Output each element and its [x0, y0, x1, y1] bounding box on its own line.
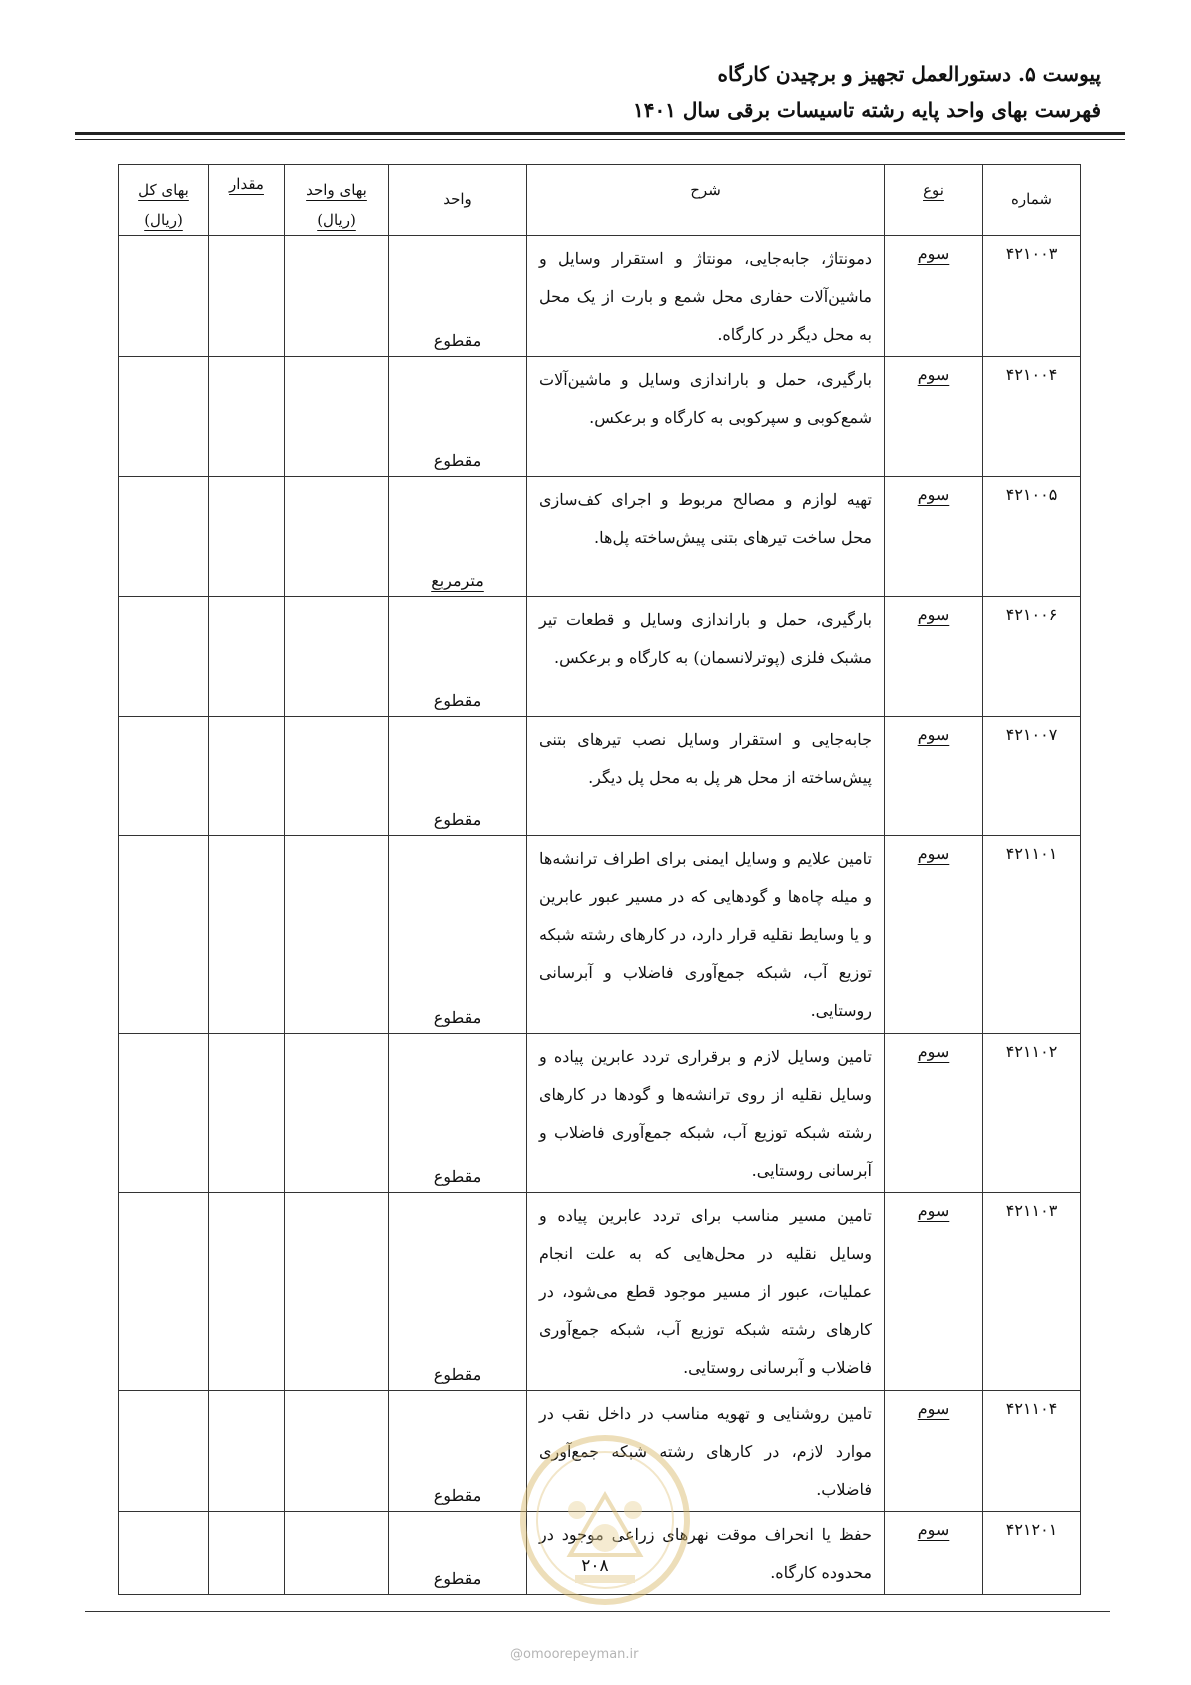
footer-rule: [85, 1611, 1110, 1612]
row-quantity: [209, 717, 285, 836]
watermark-stamp-icon: [515, 1400, 695, 1640]
row-total-price: [119, 836, 209, 1034]
row-unit-price: [285, 1193, 389, 1391]
row-number: ۴۲۱۱۰۱: [983, 836, 1081, 1034]
row-number: ۴۲۱۰۰۳: [983, 236, 1081, 357]
row-unit-price: [285, 597, 389, 717]
row-description: تامین مسیر مناسب برای تردد عابرین پیاده و وسایل نقلیه در محل‌هایی که به علت انجام عملیات، عبور از مسیر موجود قطع می‌شود، در کارهای رشته شبکه توزیع آب، شبکه جمع‌آوری فاضلاب و آبرسانی روستایی.: [527, 1193, 885, 1391]
row-total-price: [119, 357, 209, 477]
row-unit-price: [285, 357, 389, 477]
row-total-price: [119, 717, 209, 836]
header-total-price: بهای کل (ریال): [119, 165, 209, 236]
row-unit-price: [285, 717, 389, 836]
row-total-price: [119, 477, 209, 597]
website-watermark: @omoorepeyman.ir: [510, 1647, 639, 1662]
row-quantity: [209, 1391, 285, 1512]
row-description: تهیه لوازم و مصالح مربوط و اجرای کف‌سازی محل ساخت تیرهای بتنی پیش‌ساخته پل‌ها.: [527, 477, 885, 597]
row-type: سوم: [885, 477, 983, 597]
row-number: ۴۲۱۱۰۲: [983, 1034, 1081, 1193]
row-quantity: [209, 1512, 285, 1595]
row-quantity: [209, 597, 285, 717]
row-unit: مقطوع: [389, 836, 527, 1034]
table-row: [119, 717, 1081, 836]
row-unit-price: [285, 477, 389, 597]
row-unit: مقطوع: [389, 1512, 527, 1595]
table-row: [119, 236, 1081, 357]
header-rule-thick: [75, 132, 1125, 135]
header-number: شماره: [983, 165, 1081, 236]
row-total-price: [119, 1034, 209, 1193]
row-description: تامین وسایل لازم و برقراری تردد عابرین پیاده و وسایل نقلیه از روی ترانشه‌ها و گودها در کارهای رشته شبکه توزیع آب، شبکه جمع‌آوری فاضلاب و آبرسانی روستایی.: [527, 1034, 885, 1193]
table-row: [119, 357, 1081, 477]
row-type: سوم: [885, 597, 983, 717]
row-unit-price: [285, 1034, 389, 1193]
row-unit-price: [285, 1512, 389, 1595]
document-title: پیوست ۵. دستورالعمل تجهیز و برچیدن کارگاه: [717, 62, 1101, 86]
row-description: حفظ یا انحراف موقت نهرهای زراعی موجود در محدوده کارگاه.: [527, 1512, 885, 1595]
row-unit: مقطوع: [389, 357, 527, 477]
row-description: بارگیری، حمل و باراندازی وسایل و قطعات تیر مشبک فلزی (پوترلانسمان) به کارگاه و برعکس.: [527, 597, 885, 717]
row-description: تامین علایم و وسایل ایمنی برای اطراف ترانشه‌ها و میله چاه‌ها و گودهایی که در مسیر عبور عابرین و یا وسایط نقلیه قرار دارد، در کارهای رشته شبکه توزیع آب، شبکه جمع‌آوری فاضلاب و آبرسانی روستایی.: [527, 836, 885, 1034]
table-row: [119, 836, 1081, 1034]
page-number: ۲۰۸: [581, 1556, 609, 1576]
row-quantity: [209, 236, 285, 357]
header-rule-thin: [75, 139, 1125, 140]
row-unit: مقطوع: [389, 1193, 527, 1391]
row-number: ۴۲۱۱۰۳: [983, 1193, 1081, 1391]
header-description: شرح: [527, 165, 885, 236]
row-type: سوم: [885, 836, 983, 1034]
row-quantity: [209, 836, 285, 1034]
row-quantity: [209, 1034, 285, 1193]
row-total-price: [119, 597, 209, 717]
row-type: سوم: [885, 1391, 983, 1512]
document-subtitle: فهرست بهای واحد پایه رشته تاسیسات برقی سال ۱۴۰۱: [632, 98, 1101, 122]
row-unit-price: [285, 236, 389, 357]
table-header-row: [119, 165, 1081, 236]
price-list-table: [118, 164, 1081, 1595]
header-unit: واحد: [389, 165, 527, 236]
row-unit-price: [285, 836, 389, 1034]
row-type: سوم: [885, 1193, 983, 1391]
row-description: دمونتاژ، جابه‌جایی، مونتاژ و استقرار وسایل و ماشین‌آلات حفاری محل شمع و بارت از یک محل به محل دیگر در کارگاه.: [527, 236, 885, 357]
row-total-price: [119, 1391, 209, 1512]
row-unit-price: [285, 1391, 389, 1512]
header-type: نوع: [885, 165, 983, 236]
row-total-price: [119, 1512, 209, 1595]
row-unit: مقطوع: [389, 597, 527, 717]
row-unit: مقطوع: [389, 1034, 527, 1193]
table-row: [119, 1034, 1081, 1193]
row-unit: مقطوع: [389, 236, 527, 357]
row-unit: مترمربع: [389, 477, 527, 597]
row-description: جابه‌جایی و استقرار وسایل نصب تیرهای بتنی پیش‌ساخته از محل هر پل به محل پل دیگر.: [527, 717, 885, 836]
row-description: بارگیری، حمل و باراندازی وسایل و ماشین‌آلات شمع‌کوبی و سپرکوبی به کارگاه و برعکس.: [527, 357, 885, 477]
table-row: [119, 1193, 1081, 1391]
row-type: سوم: [885, 357, 983, 477]
table-row: [119, 597, 1081, 717]
row-unit: مقطوع: [389, 717, 527, 836]
row-number: ۴۲۱۰۰۵: [983, 477, 1081, 597]
row-number: ۴۲۱۰۰۷: [983, 717, 1081, 836]
row-type: سوم: [885, 1034, 983, 1193]
table-row: [119, 477, 1081, 597]
row-total-price: [119, 1193, 209, 1391]
header-unit-price: بهای واحد (ریال): [285, 165, 389, 236]
row-number: ۴۲۱۱۰۴: [983, 1391, 1081, 1512]
row-quantity: [209, 477, 285, 597]
row-unit: مقطوع: [389, 1391, 527, 1512]
row-description: تامین روشنایی و تهویه مناسب در داخل نقب در موارد لازم، در کارهای رشته شبکه جمع‌آوری فاضلاب.: [527, 1391, 885, 1512]
row-quantity: [209, 1193, 285, 1391]
row-number: ۴۲۱۰۰۶: [983, 597, 1081, 717]
row-type: سوم: [885, 717, 983, 836]
row-quantity: [209, 357, 285, 477]
row-type: سوم: [885, 1512, 983, 1595]
row-type: سوم: [885, 236, 983, 357]
header-quantity: مقدار: [209, 165, 285, 236]
row-number: ۴۲۱۲۰۱: [983, 1512, 1081, 1595]
row-total-price: [119, 236, 209, 357]
row-number: ۴۲۱۰۰۴: [983, 357, 1081, 477]
